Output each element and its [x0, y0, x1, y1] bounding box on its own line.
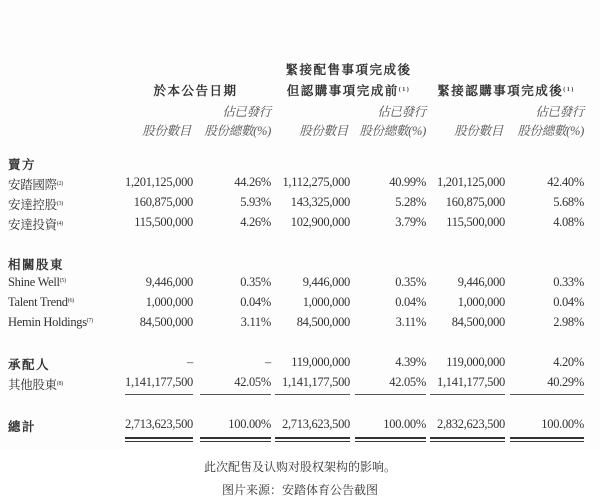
row-name: Talent Trend [8, 295, 68, 309]
row-name: 安達控股 [8, 198, 57, 212]
header-pct: 股份總數(%) [359, 124, 426, 138]
total-double-rule [200, 437, 271, 442]
row-name: 承配人 [8, 358, 51, 372]
total-double-rule [125, 437, 193, 442]
total-double-rule [355, 437, 426, 442]
row-label [8, 315, 93, 330]
cell-value: 2,713,623,500 [125, 417, 193, 431]
row-label [8, 215, 63, 233]
cell-value: 119,000,000 [446, 355, 505, 369]
header-pct-top: 佔已發行 [222, 105, 271, 119]
cell-value: 4.26% [240, 215, 271, 229]
cell-value: 3.11% [240, 315, 271, 329]
cell-value: 1,000,000 [457, 295, 505, 309]
cell-value: 42.40% [547, 175, 584, 189]
cell-value: 0.04% [395, 295, 426, 309]
header-col3-text: 緊接認購事項完成後 [437, 84, 564, 98]
cell-value: 42.05% [234, 375, 271, 389]
cell-value: 2,832,623,500 [437, 417, 505, 431]
subtotal-rule [355, 394, 426, 395]
section-title: 相關股東 [8, 258, 65, 272]
cell-value: 1,000,000 [145, 295, 193, 309]
cell-value: 1,201,125,000 [437, 175, 505, 189]
cell-value: 5.68% [553, 195, 584, 209]
footnote-ref: (4) [56, 221, 63, 227]
cell-value: 1,141,177,500 [437, 375, 505, 389]
cell-value: 0.35% [395, 275, 426, 289]
cell-value: 44.26% [234, 175, 271, 189]
header-shares: 股份數目 [142, 124, 191, 138]
subtotal-rule [125, 394, 193, 395]
header-pct: 股份總數(%) [517, 124, 584, 138]
cell-value: 100.00% [228, 417, 271, 431]
cell-value: 0.33% [553, 275, 584, 289]
cell-value: 100.00% [541, 417, 584, 431]
footnote-ref: (1) [563, 87, 575, 93]
header-pct-top: 佔已發行 [535, 105, 584, 119]
footnote-ref: (5) [59, 278, 66, 284]
row-label [8, 355, 50, 373]
cell-value: – [265, 355, 271, 369]
cell-value: 42.05% [389, 375, 426, 389]
row-name: Shine Well [8, 275, 60, 289]
cell-value: 0.04% [553, 295, 584, 309]
total-double-rule [430, 437, 505, 442]
row-name: 安踏國際 [8, 178, 57, 192]
row-name: Hemin Holdings [8, 315, 87, 329]
cell-value: 0.35% [240, 275, 271, 289]
row-name: 安達投資 [8, 218, 57, 232]
cell-value: 1,141,177,500 [282, 375, 350, 389]
cell-value: – [187, 355, 193, 369]
cell-value: 9,446,000 [302, 275, 350, 289]
cell-value: 2,713,623,500 [282, 417, 350, 431]
row-label [8, 275, 66, 290]
header-shares: 股份數目 [299, 124, 348, 138]
cell-value: 2.98% [553, 315, 584, 329]
cell-value: 1,112,275,000 [282, 175, 350, 189]
row-name: 其他股東 [8, 378, 57, 392]
header-col2-line1: 緊接配售事項完成後 [285, 63, 412, 77]
cell-value: 9,446,000 [457, 275, 505, 289]
subtotal-rule [430, 394, 505, 395]
header-col1: 於本公告日期 [153, 84, 238, 98]
row-label [8, 417, 36, 435]
header-pct: 股份總數(%) [204, 124, 271, 138]
header-col2-line2 [271, 81, 426, 99]
footnote-ref: (1) [398, 87, 411, 93]
cell-value: 119,000,000 [291, 355, 350, 369]
image-source: 图片来源：安踏体育公告截图 [221, 483, 378, 497]
cell-value: 4.39% [395, 355, 426, 369]
row-label [8, 175, 63, 193]
footnote-ref: (7) [86, 318, 93, 324]
caption: 此次配售及认购对股权架构的影响。 [203, 460, 396, 474]
row-label [8, 375, 63, 393]
cell-value: 84,500,000 [139, 315, 193, 329]
header-col3 [426, 81, 586, 99]
cell-value: 40.29% [547, 375, 584, 389]
cell-value: 143,325,000 [290, 195, 350, 209]
cell-value: 9,446,000 [145, 275, 193, 289]
cell-value: 4.08% [553, 215, 584, 229]
total-double-rule [275, 437, 350, 442]
cell-value: 160,875,000 [445, 195, 505, 209]
row-name: 總計 [8, 420, 37, 434]
total-double-rule [510, 437, 584, 442]
subtotal-rule [200, 394, 271, 395]
cell-value: 102,900,000 [290, 215, 350, 229]
subtotal-rule [510, 394, 584, 395]
cell-value: 100.00% [383, 417, 426, 431]
cell-value: 115,500,000 [134, 215, 193, 229]
row-label [8, 195, 63, 213]
footnote-ref: (2) [56, 181, 63, 187]
footnote-ref: (8) [56, 381, 63, 387]
cell-value: 3.79% [395, 215, 426, 229]
row-label [8, 295, 74, 310]
cell-value: 160,875,000 [133, 195, 193, 209]
header-pct-top: 佔已發行 [377, 105, 426, 119]
footnote-ref: (3) [56, 201, 63, 207]
cell-value: 40.99% [389, 175, 426, 189]
cell-value: 1,141,177,500 [125, 375, 193, 389]
subtotal-rule [275, 394, 350, 395]
footnote-ref: (6) [67, 298, 74, 304]
cell-value: 84,500,000 [296, 315, 350, 329]
cell-value: 5.28% [395, 195, 426, 209]
header-col2-text: 但認購事項完成前 [286, 84, 399, 98]
cell-value: 4.20% [553, 355, 584, 369]
cell-value: 115,500,000 [446, 215, 505, 229]
cell-value: 0.04% [240, 295, 271, 309]
header-shares: 股份數目 [454, 124, 503, 138]
cell-value: 1,000,000 [302, 295, 350, 309]
cell-value: 5.93% [240, 195, 271, 209]
section-title: 賣方 [8, 158, 37, 172]
cell-value: 3.11% [395, 315, 426, 329]
cell-value: 84,500,000 [451, 315, 505, 329]
cell-value: 1,201,125,000 [125, 175, 193, 189]
